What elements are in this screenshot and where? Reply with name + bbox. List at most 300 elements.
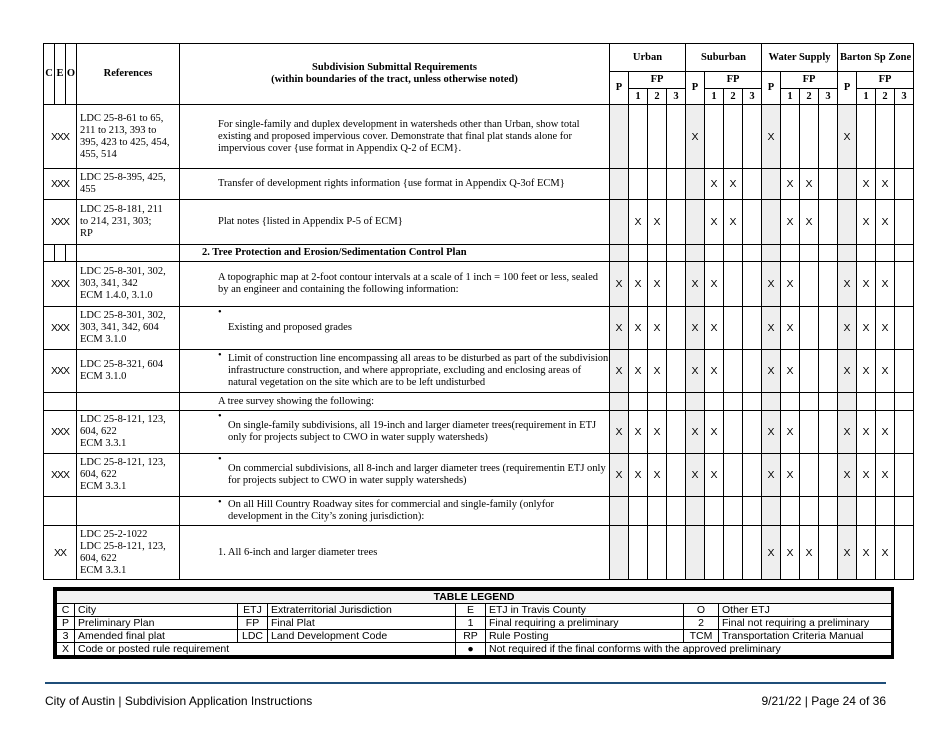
reference-line: 455, 514	[80, 148, 117, 160]
ceo-marks: XXX	[44, 307, 77, 350]
applicability-mark: X	[648, 411, 667, 454]
applicability-mark: X	[762, 526, 781, 580]
applicability-mark	[743, 393, 762, 411]
requirement-cell	[180, 307, 610, 350]
applicability-mark: X	[629, 307, 648, 350]
reference-line: 211 to 213, 393 to	[80, 124, 157, 136]
table-row	[44, 200, 914, 245]
reference-line: LDC 25-8-61 to 65,	[80, 112, 164, 124]
applicability-mark	[648, 105, 667, 169]
applicability-mark: X	[705, 350, 724, 393]
applicability-mark: X	[705, 411, 724, 454]
applicability-mark	[724, 454, 743, 497]
header-fp-3: 3	[819, 89, 838, 105]
empty-cell	[876, 245, 895, 262]
applicability-mark: X	[876, 169, 895, 200]
applicability-mark: X	[781, 411, 800, 454]
applicability-mark	[667, 454, 686, 497]
applicability-mark	[895, 262, 914, 307]
applicability-mark	[781, 105, 800, 169]
table-row	[44, 350, 914, 393]
applicability-mark: X	[705, 200, 724, 245]
applicability-mark: X	[838, 105, 857, 169]
legend-description: Land Development Code	[268, 630, 456, 643]
table-row	[44, 307, 914, 350]
applicability-mark	[743, 262, 762, 307]
requirement-cell	[180, 497, 610, 526]
reference-line: 604, 622	[80, 469, 117, 480]
applicability-mark: X	[857, 262, 876, 307]
header-c: C	[44, 44, 55, 105]
applicability-mark: X	[610, 262, 629, 307]
applicability-mark: X	[724, 200, 743, 245]
applicability-mark	[686, 526, 705, 580]
applicability-mark: X	[838, 526, 857, 580]
applicability-mark: X	[762, 411, 781, 454]
header-fp-2: 2	[800, 89, 819, 105]
legend-description: Final requiring a preliminary	[486, 617, 684, 630]
empty-cell	[667, 245, 686, 262]
empty-cell	[819, 245, 838, 262]
legend-bullet-icon: ●	[456, 643, 486, 656]
empty-cell	[762, 245, 781, 262]
header-e: E	[55, 44, 66, 105]
applicability-mark	[819, 169, 838, 200]
applicability-mark: X	[686, 454, 705, 497]
ceo-marks: XXX	[44, 169, 77, 200]
requirement-cell: 1. All 6-inch and larger diameter trees	[180, 526, 610, 580]
applicability-mark	[895, 411, 914, 454]
applicability-mark: X	[781, 454, 800, 497]
applicability-mark	[800, 262, 819, 307]
applicability-mark	[819, 393, 838, 411]
reference-line: 303, 341, 342, 604	[80, 322, 159, 333]
applicability-mark	[819, 200, 838, 245]
applicability-mark	[895, 454, 914, 497]
empty-cell	[724, 245, 743, 262]
requirement-cell	[180, 454, 610, 497]
applicability-mark: X	[876, 454, 895, 497]
legend-code: P	[57, 617, 75, 630]
applicability-mark	[667, 105, 686, 169]
legend-code: X	[57, 643, 75, 656]
table-row	[44, 262, 914, 307]
applicability-mark: X	[838, 262, 857, 307]
applicability-mark	[762, 169, 781, 200]
applicability-mark	[819, 497, 838, 526]
ceo-marks	[44, 497, 77, 526]
requirement-cell: Plat notes {listed in Appendix P-5 of ECM}	[180, 200, 610, 245]
header-references: References	[77, 44, 180, 105]
header-fp-3: 3	[895, 89, 914, 105]
applicability-mark: X	[781, 200, 800, 245]
ceo-marks: XX	[44, 526, 77, 580]
applicability-mark	[629, 169, 648, 200]
bullet-icon: •	[218, 350, 222, 361]
reference-line: RP	[80, 228, 93, 239]
applicability-mark	[819, 350, 838, 393]
legend-description: Preliminary Plan	[75, 617, 238, 630]
applicability-mark: X	[800, 526, 819, 580]
requirement-cell	[180, 411, 610, 454]
reference-line: 303, 341, 342	[80, 278, 138, 289]
empty-cell	[55, 245, 66, 262]
applicability-mark: X	[762, 105, 781, 169]
reference-line: 604, 622	[80, 552, 117, 564]
requirement-cell: Transfer of development rights information {use format in Appendix Q-3of ECM}	[180, 169, 610, 200]
applicability-mark: X	[686, 262, 705, 307]
requirement-text: On single-family subdivisions, all 19-inch and larger diameter trees(requirement in ETJ only for projects subject to CWO in water supply watersheds)	[228, 420, 597, 443]
applicability-mark	[686, 200, 705, 245]
applicability-mark: X	[876, 350, 895, 393]
applicability-mark: X	[800, 169, 819, 200]
requirements-table	[43, 43, 914, 580]
applicability-mark: X	[838, 454, 857, 497]
applicability-mark: X	[762, 454, 781, 497]
header-fp-2: 2	[724, 89, 743, 105]
applicability-mark: X	[705, 262, 724, 307]
reference-line: 395, 423 to 425, 454,	[80, 136, 170, 148]
applicability-mark	[895, 200, 914, 245]
applicability-mark: X	[876, 411, 895, 454]
applicability-mark	[667, 200, 686, 245]
reference-line: LDC 25-8-301, 302,	[80, 310, 166, 321]
legend-row	[57, 630, 892, 643]
legend-description: Code or posted rule requirement	[75, 643, 456, 656]
header-fp-2: 2	[876, 89, 895, 105]
applicability-mark: X	[781, 350, 800, 393]
legend-description: City	[75, 604, 238, 617]
header-p: P	[686, 72, 705, 105]
applicability-mark	[667, 350, 686, 393]
applicability-mark: X	[857, 307, 876, 350]
legend-description: Amended final plat	[75, 630, 238, 643]
table-row	[44, 526, 914, 580]
bullet-icon: •	[218, 411, 222, 422]
applicability-mark: X	[610, 307, 629, 350]
applicability-mark	[724, 393, 743, 411]
applicability-mark: X	[876, 200, 895, 245]
header-fp-1: 1	[705, 89, 724, 105]
header-fp-2: 2	[648, 89, 667, 105]
header-requirements	[180, 44, 610, 105]
table-row	[44, 393, 914, 411]
applicability-mark	[724, 105, 743, 169]
table-row	[44, 497, 914, 526]
section-heading: 2. Tree Protection and Erosion/Sedimentation Control Plan	[180, 245, 610, 262]
applicability-mark: X	[857, 169, 876, 200]
header-fp-3: 3	[743, 89, 762, 105]
applicability-mark	[629, 393, 648, 411]
applicability-mark	[857, 497, 876, 526]
applicability-mark: X	[610, 411, 629, 454]
ceo-marks: XXX	[44, 200, 77, 245]
footer-date-page: 9/21/22 | Page 24 of 36	[761, 694, 886, 708]
requirement-text: Limit of construction line encompassing all areas to be disturbed as part of the subdivision infrastructure construction, and where appropriate, excluding and enclosing areas of natural vegetation on the site which are to be left undisturbed	[228, 353, 609, 388]
applicability-mark: X	[800, 200, 819, 245]
bullet-icon: •	[218, 307, 222, 318]
applicability-mark: X	[629, 200, 648, 245]
references-cell	[77, 393, 180, 411]
applicability-mark	[819, 411, 838, 454]
applicability-mark: X	[876, 307, 895, 350]
requirement-text: On all Hill Country Roadway sites for commercial and single-family (onlyfor development in the City’s zoning jurisdiction):	[228, 499, 555, 522]
applicability-mark	[762, 497, 781, 526]
header-fp-1: 1	[857, 89, 876, 105]
reference-line: LDC 25-8-395, 425,	[80, 172, 166, 183]
empty-cell	[44, 245, 55, 262]
applicability-mark: X	[648, 307, 667, 350]
footer-divider	[45, 682, 886, 684]
applicability-mark	[705, 393, 724, 411]
empty-cell	[743, 245, 762, 262]
applicability-mark: X	[838, 350, 857, 393]
reference-line: ECM 3.3.1	[80, 438, 127, 449]
applicability-mark: X	[629, 262, 648, 307]
header-req-subtitle: (within boundaries of the tract, unless otherwise noted)	[271, 74, 518, 85]
section-row	[44, 245, 914, 262]
applicability-mark	[667, 262, 686, 307]
requirement-cell: For single-family and duplex development in watersheds other than Urban, show total existing and proposed impervious cover. Demonstrate that final plat stands alone for impervious cover {use format in Appendix Q-2 of ECM}.	[180, 105, 610, 169]
reference-line: ECM 1.4.0, 3.1.0	[80, 290, 153, 301]
empty-cell	[686, 245, 705, 262]
applicability-mark	[648, 526, 667, 580]
legend-code: LDC	[238, 630, 268, 643]
legend-description: Rule Posting	[486, 630, 684, 643]
empty-cell	[705, 245, 724, 262]
legend-description: Extraterritorial Jurisdiction	[268, 604, 456, 617]
applicability-mark	[743, 526, 762, 580]
legend-code: 1	[456, 617, 486, 630]
applicability-mark	[838, 497, 857, 526]
applicability-mark	[743, 200, 762, 245]
requirement-text: On commercial subdivisions, all 8-inch and larger diameter trees (requirementin ETJ only for projects subject to CWO in water supply watersheds)	[228, 463, 606, 486]
applicability-mark: X	[876, 262, 895, 307]
applicability-mark: X	[857, 350, 876, 393]
reference-line: ECM 3.3.1	[80, 481, 127, 492]
applicability-mark	[743, 105, 762, 169]
header-fp: FP	[705, 72, 762, 89]
applicability-mark	[686, 169, 705, 200]
legend-description: Final Plat	[268, 617, 456, 630]
legend-description: Transportation Criteria Manual	[719, 630, 892, 643]
legend-code: C	[57, 604, 75, 617]
applicability-mark	[705, 526, 724, 580]
applicability-mark	[743, 350, 762, 393]
legend-code: ETJ	[238, 604, 268, 617]
applicability-mark	[895, 169, 914, 200]
applicability-mark: X	[838, 411, 857, 454]
reference-line: ECM 3.1.0	[80, 371, 127, 382]
references-cell	[77, 262, 180, 307]
applicability-mark	[724, 411, 743, 454]
applicability-mark	[686, 497, 705, 526]
applicability-mark	[838, 200, 857, 245]
applicability-mark: X	[781, 169, 800, 200]
applicability-mark: X	[762, 307, 781, 350]
header-fp-3: 3	[667, 89, 686, 105]
references-cell	[77, 200, 180, 245]
applicability-mark: X	[648, 200, 667, 245]
applicability-mark	[743, 411, 762, 454]
legend-title: TABLE LEGEND	[57, 591, 892, 604]
ceo-marks	[44, 393, 77, 411]
legend-code: 3	[57, 630, 75, 643]
ceo-marks: XXX	[44, 411, 77, 454]
applicability-mark	[743, 169, 762, 200]
group-barton-sp-zone: Barton Sp Zone	[838, 44, 914, 72]
applicability-mark	[895, 307, 914, 350]
applicability-mark	[667, 411, 686, 454]
reference-line: LDC 25-8-121, 123,	[80, 540, 166, 552]
applicability-mark	[667, 526, 686, 580]
header-fp: FP	[781, 72, 838, 89]
applicability-mark	[800, 454, 819, 497]
requirement-cell: A tree survey showing the following:	[180, 393, 610, 411]
ceo-marks: XXX	[44, 350, 77, 393]
empty-cell	[781, 245, 800, 262]
legend-code: RP	[456, 630, 486, 643]
applicability-mark	[762, 393, 781, 411]
applicability-mark	[705, 497, 724, 526]
header-fp-1: 1	[781, 89, 800, 105]
applicability-mark: X	[705, 307, 724, 350]
header-p: P	[762, 72, 781, 105]
applicability-mark	[629, 497, 648, 526]
reference-line: LDC 25-8-321, 604	[80, 359, 164, 370]
references-cell	[77, 411, 180, 454]
references-cell	[77, 526, 180, 580]
reference-line: LDC 25-8-121, 123,	[80, 457, 166, 468]
applicability-mark: X	[686, 350, 705, 393]
table-row	[44, 169, 914, 200]
legend-description: ETJ in Travis County	[486, 604, 684, 617]
header-o: O	[66, 44, 77, 105]
applicability-mark	[629, 105, 648, 169]
applicability-mark	[895, 105, 914, 169]
header-req-title: Subdivision Submittal Requirements	[312, 62, 477, 73]
reference-line: 455	[80, 184, 96, 195]
legend-description: Not required if the final conforms with the approved preliminary	[486, 643, 892, 656]
applicability-mark	[610, 497, 629, 526]
applicability-mark	[800, 350, 819, 393]
applicability-mark	[781, 393, 800, 411]
bullet-icon: •	[218, 497, 222, 508]
applicability-mark	[895, 497, 914, 526]
table-legend	[53, 587, 894, 659]
applicability-mark	[800, 497, 819, 526]
requirement-cell	[180, 350, 610, 393]
applicability-mark	[800, 307, 819, 350]
applicability-mark	[876, 105, 895, 169]
header-fp: FP	[629, 72, 686, 89]
legend-code: 2	[684, 617, 719, 630]
applicability-mark	[724, 497, 743, 526]
applicability-mark: X	[686, 105, 705, 169]
applicability-mark: X	[876, 526, 895, 580]
applicability-mark	[819, 307, 838, 350]
table-row	[44, 411, 914, 454]
header-fp-1: 1	[629, 89, 648, 105]
applicability-mark	[724, 307, 743, 350]
group-suburban: Suburban	[686, 44, 762, 72]
applicability-mark: X	[610, 350, 629, 393]
applicability-mark	[667, 393, 686, 411]
applicability-mark	[895, 393, 914, 411]
applicability-mark	[895, 526, 914, 580]
applicability-mark: X	[705, 169, 724, 200]
applicability-mark	[610, 105, 629, 169]
footer-document-title: City of Austin | Subdivision Application Instructions	[45, 694, 313, 708]
requirement-text: Existing and proposed grades	[228, 322, 352, 333]
applicability-mark: X	[629, 411, 648, 454]
applicability-mark: X	[724, 169, 743, 200]
applicability-mark	[610, 169, 629, 200]
references-cell	[77, 169, 180, 200]
applicability-mark	[800, 411, 819, 454]
table-row	[44, 454, 914, 497]
legend-row	[57, 617, 892, 630]
applicability-mark	[724, 262, 743, 307]
applicability-mark	[876, 393, 895, 411]
empty-cell	[629, 245, 648, 262]
empty-cell	[66, 245, 77, 262]
group-water-supply: Water Supply	[762, 44, 838, 72]
empty-cell	[77, 245, 180, 262]
reference-line: LDC 25-8-181, 211	[80, 204, 163, 215]
applicability-mark: X	[781, 262, 800, 307]
applicability-mark: X	[857, 454, 876, 497]
applicability-mark	[724, 526, 743, 580]
applicability-mark	[705, 105, 724, 169]
reference-line: LDC 25-2-1022	[80, 528, 148, 540]
ceo-marks: XXX	[44, 105, 77, 169]
applicability-mark	[781, 497, 800, 526]
legend-code: FP	[238, 617, 268, 630]
empty-cell	[895, 245, 914, 262]
applicability-mark: X	[648, 262, 667, 307]
applicability-mark	[667, 497, 686, 526]
applicability-mark: X	[705, 454, 724, 497]
header-fp: FP	[857, 72, 914, 89]
empty-cell	[838, 245, 857, 262]
applicability-mark	[838, 169, 857, 200]
reference-line: LDC 25-8-121, 123,	[80, 414, 166, 425]
reference-line: ECM 3.3.1	[80, 564, 127, 576]
applicability-mark	[667, 307, 686, 350]
applicability-mark: X	[781, 526, 800, 580]
applicability-mark	[857, 105, 876, 169]
applicability-mark: X	[762, 350, 781, 393]
applicability-mark	[838, 393, 857, 411]
applicability-mark: X	[838, 307, 857, 350]
applicability-mark	[819, 262, 838, 307]
applicability-mark	[743, 307, 762, 350]
applicability-mark: X	[648, 350, 667, 393]
applicability-mark: X	[648, 454, 667, 497]
applicability-mark	[648, 393, 667, 411]
reference-line: LDC 25-8-301, 302,	[80, 266, 166, 277]
applicability-mark	[724, 350, 743, 393]
legend-code: TCM	[684, 630, 719, 643]
applicability-mark: X	[686, 411, 705, 454]
references-cell	[77, 350, 180, 393]
ceo-marks: XXX	[44, 454, 77, 497]
applicability-mark: X	[781, 307, 800, 350]
applicability-mark	[648, 497, 667, 526]
applicability-mark	[876, 497, 895, 526]
empty-cell	[648, 245, 667, 262]
